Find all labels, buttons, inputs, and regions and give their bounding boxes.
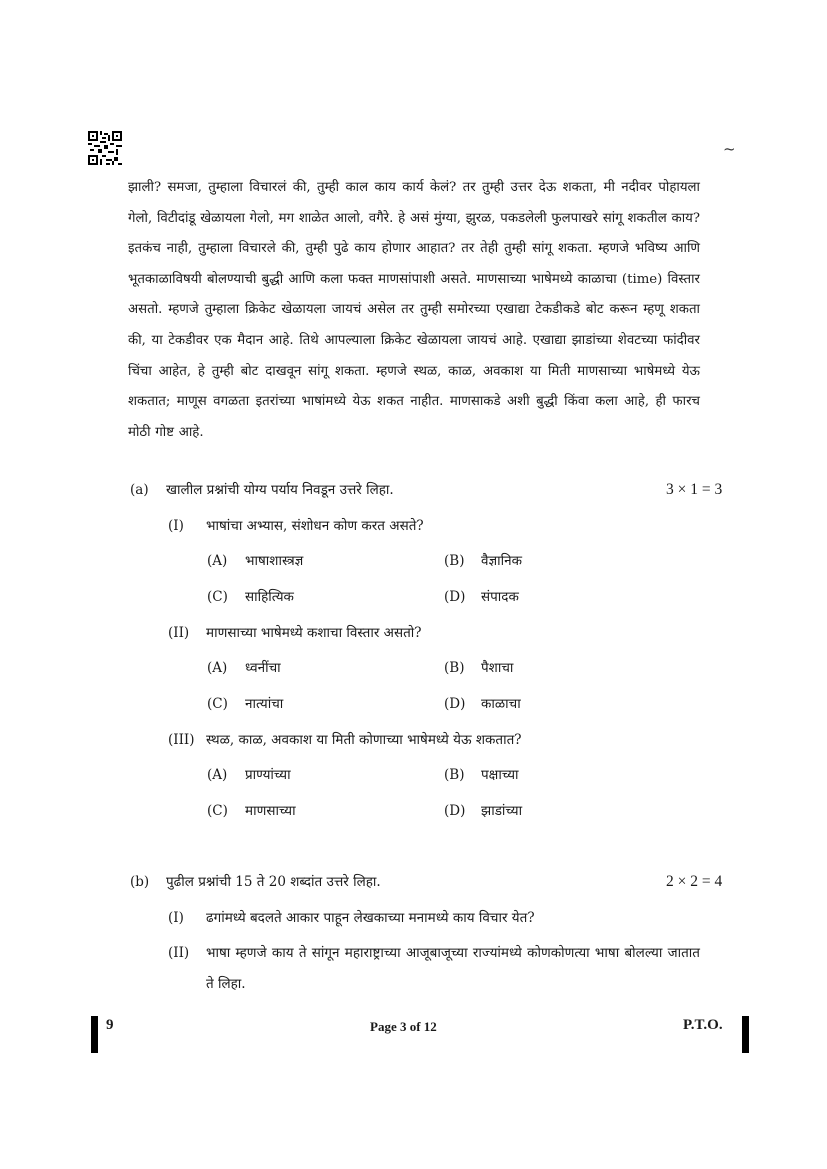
option-text: पैशाचा bbox=[481, 660, 514, 676]
option-label: (D) bbox=[444, 696, 466, 712]
question-number: (III) bbox=[168, 732, 195, 748]
option-label: (B) bbox=[444, 767, 465, 783]
option-label: (B) bbox=[444, 553, 465, 569]
option-label: (C) bbox=[207, 803, 228, 819]
question-text: भाषा म्हणजे काय ते सांगून महाराष्ट्राच्या आजूबाजूच्या राज्यांमध्ये कोणकोणत्या भाषा बोलल्या जातात ते लिहा. bbox=[206, 945, 700, 992]
option-label: (A) bbox=[207, 660, 228, 676]
question-text: स्थळ, काळ, अवकाश या मिती कोणाच्या भाषेमध्ये येऊ शकतात? bbox=[206, 732, 522, 748]
option-text: साहित्यिक bbox=[245, 589, 294, 605]
section-b-label: (b) bbox=[130, 874, 150, 890]
qr-code bbox=[88, 131, 122, 165]
section-a-marks: 3 × 1 = 3 bbox=[666, 481, 723, 498]
passage bbox=[128, 173, 700, 448]
option-label: (D) bbox=[444, 803, 466, 819]
corner-mark: ~ bbox=[723, 140, 736, 158]
footer-right-bar bbox=[742, 1016, 749, 1053]
option-text: भाषाशास्त्रज्ञ bbox=[245, 553, 304, 569]
question-text: ढगांमध्ये बदलते आकार पाहून लेखकाच्या मनामध्ये काय विचार येत? bbox=[206, 910, 535, 926]
option-text: नात्यांचा bbox=[245, 696, 284, 712]
option-text: पक्षाच्या bbox=[481, 767, 519, 783]
option-text: झाडांच्या bbox=[481, 803, 523, 819]
pto-label: P.T.O. bbox=[683, 1017, 723, 1033]
option-text: वैज्ञानिक bbox=[481, 553, 523, 569]
option-text: ध्वनींचा bbox=[245, 660, 281, 676]
section-a-label: (a) bbox=[130, 482, 149, 498]
option-label: (C) bbox=[207, 696, 228, 712]
option-text: प्राण्यांच्या bbox=[245, 767, 291, 783]
question-text: माणसाच्या भाषेमध्ये कशाचा विस्तार असतो? bbox=[206, 625, 422, 641]
option-text: माणसाच्या bbox=[245, 803, 296, 819]
page-number: Page 3 of 12 bbox=[370, 1019, 437, 1034]
option-label: (D) bbox=[444, 589, 466, 605]
question-number: (I) bbox=[168, 910, 184, 926]
option-label: (A) bbox=[207, 767, 228, 783]
option-label: (C) bbox=[207, 589, 228, 605]
question-number: (II) bbox=[168, 945, 190, 961]
option-text: संपादक bbox=[481, 589, 519, 605]
question-number: (II) bbox=[168, 625, 190, 641]
option-label: (B) bbox=[444, 660, 465, 676]
footer-left-bar bbox=[91, 1016, 98, 1053]
section-b-marks: 2 × 2 = 4 bbox=[666, 873, 723, 890]
paper-code: 9 bbox=[106, 1017, 114, 1033]
question-number: (I) bbox=[168, 518, 184, 534]
question-text: भाषांचा अभ्यास, संशोधन कोण करत असते? bbox=[206, 518, 424, 534]
option-text: काळाचा bbox=[481, 696, 521, 712]
section-b-instruction: पुढील प्रश्नांची 15 ते 20 शब्दांत उत्तरे लिहा. bbox=[166, 874, 381, 890]
passage-text: झाली? समजा, तुम्हाला विचारलं की, तुम्ही काल काय कार्य केलं? तर तुम्ही उत्तर देऊ शकता, मी नदीवर पोहायला गेलो, विटीदांडू खेळायला गेलो, मग शाळेत आलो, वगैरे. हे असं मुंग्या, झुरळ, पकडलेली फुलपाखरे सांगू शकतील काय? इतकंच नाही, तुम्हाला विचारले की, तुम्ही पुढे काय होणार आहात? तर तेही तुम्ही सांगू शकता. म्हणजे भविष्य आणि भूतकाळाविषयी बोलण्याची बुद्धी आणि कला फक्त माणसांपाशी असते. माणसाच्या भाषेमध्ये काळाचा (time) विस्तार असतो. म्हणजे तुम्हाला क्रिकेट खेळायला जायचं असेल तर तुम्ही समोरच्या एखाद्या टेकडीकडे बोट करून म्हणू शकता की, या टेकडीवर एक मैदान आहे. तिथे आपल्याला क्रिकेट खेळायला जायचं आहे. एखाद्या झाडांच्या शेवटच्या फांदीवर चिंचा आहेत, हे तुम्ही बोट दाखवून सांगू शकता. म्हणजे स्थळ, काळ, अवकाश या मिती माणसाच्या भाषेमध्ये येऊ शकतात; माणूस वगळता इतरांच्या भाषांमध्ये येऊ शकत नाहीत. माणसाकडे अशी बुद्धी किंवा कला आहे, ही फारच मोठी गोष्ट आहे. bbox=[128, 180, 700, 440]
section-a-instruction: खालील प्रश्नांची योग्य पर्याय निवडून उत्तरे लिहा. bbox=[166, 482, 394, 498]
option-label: (A) bbox=[207, 553, 228, 569]
